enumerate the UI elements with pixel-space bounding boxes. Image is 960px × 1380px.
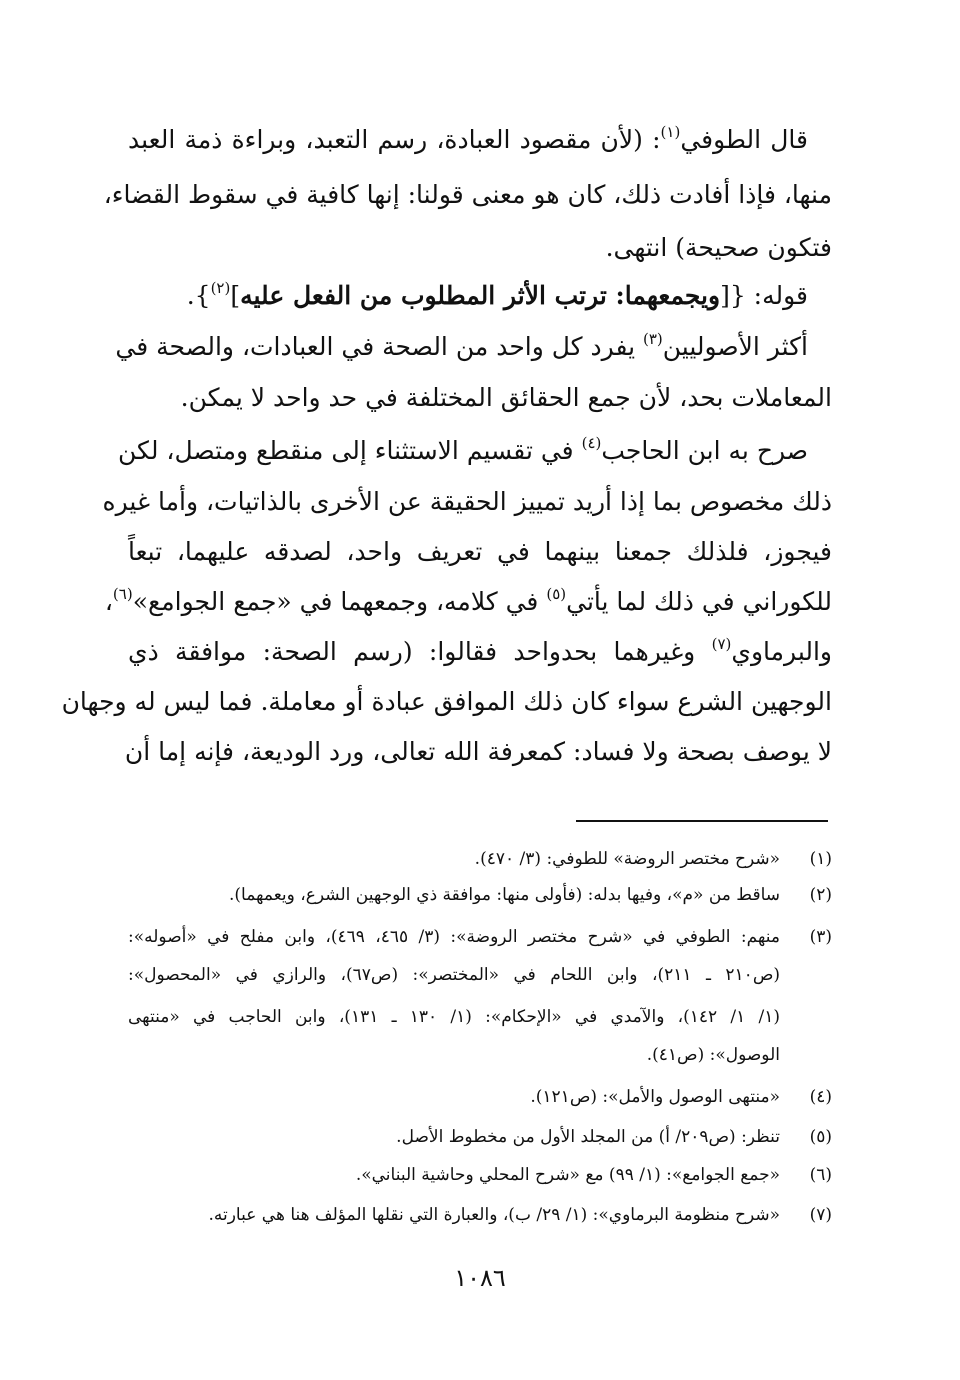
footnote-text: «شرح منظومة البرماوي»: (١/ ٢٩/ ب)، والعبارة التي نقلها المؤلف هنا هي عبارته. xyxy=(208,1205,780,1225)
body-line-6: المعاملات بحد، لأن جمع الحقائق المختلفة في حد واحد لا يمكن. xyxy=(180,383,832,412)
body-line-2: منها، فإذا أفادت ذلك، كان هو معنى قولنا: إنها كافية في سقوط القضاء، xyxy=(103,180,832,209)
text-run: للكوراني في ذلك لما يأتي xyxy=(566,587,832,616)
text-run: يفرد كل واحد من الصحة في العبادات، والصحة في xyxy=(115,332,643,361)
footnote-number: (٣) xyxy=(809,927,832,947)
footnote-ref-5[interactable]: (٥) xyxy=(546,585,567,603)
text-run: أكثر الأصوليين xyxy=(662,332,808,361)
body-line-9: فيجوز، فلذلك جمعنا بينهما في تعريف واحد، لصدقه عليهما، تبعاً xyxy=(128,537,832,566)
body-line-11 xyxy=(128,628,832,676)
text-run: ، xyxy=(104,587,113,616)
footnote-text: «منتهى الوصول والأمل»: (ص١٢١). xyxy=(530,1087,780,1107)
body-line-3: فتكون صحيحة) انتهى. xyxy=(605,233,832,262)
footnote-number: (٢) xyxy=(809,885,832,905)
footnote-ref-1[interactable]: (١) xyxy=(660,123,681,141)
page-number: ١٠٨٦ xyxy=(454,1264,506,1292)
text-run: وغيرهما بحدواحد فقالوا: (رسم الصحة: موافقة ذي xyxy=(128,637,712,666)
footnote-number: (٥) xyxy=(809,1127,832,1147)
body-line-10 xyxy=(104,578,832,626)
footnote-text: تنظر: (ص٢٠٩/ أ) من المجلد الأول من مخطوط الأصل. xyxy=(396,1127,780,1147)
footnote-text: «شرح مختصر الروضة» للطوفي: (٣/ ٤٧٠). xyxy=(474,849,780,869)
text-run: في تقسيم الاستثناء إلى منقطع ومتصل، لكن xyxy=(117,436,582,465)
footnote-ref-3[interactable]: (٣) xyxy=(643,330,663,348)
body-line-13: لا يوصف بصحة ولا فساد: كمعرفة الله تعالى، ورد الوديعة، فإنه إما أن xyxy=(124,737,832,766)
footnote-3-continuation: (ص٢١٠ ـ ٢١١)، وابن اللحام في «المختصر»: (ص٦٧)، والرازي في «المحصول»: xyxy=(128,965,781,985)
text-run: والبرماوي xyxy=(731,637,832,666)
quoted-definition: ويجمعهما: ترتب الأثر المطلوب من الفعل عليه xyxy=(240,281,721,310)
footnote-text: «جمع الجوامع»: (١/ ٩٩) مع «شرح المحلي وحاشية البناني». xyxy=(355,1165,780,1185)
text-run: : (لأن مقصود العبادة، رسم التعبد، وبراءة ذمة العبد xyxy=(128,125,661,154)
footnote-ref-6[interactable]: (٦) xyxy=(112,585,133,603)
body-line-1 xyxy=(128,116,808,164)
footnote-text: منهم: الطوفي في «شرح مختصر الروضة»: (٣/ ٤٦٥، ٤٦٩)، وابن مفلح في «أصوله»: xyxy=(128,927,780,947)
body-line-5 xyxy=(115,323,808,371)
footnote-ref-7[interactable]: (٧) xyxy=(711,635,732,653)
text-run: ] xyxy=(230,281,241,310)
body-line-8: ذلك مخصوص بما إذا أريد تمييز الحقيقة عن الأخرى بالذاتيات، وأما غيره xyxy=(102,487,832,516)
footnote-3-continuation: (١/ ١/ ١٤٢)، والآمدي في «الإحكام»: (١/ ١٣٠ ـ ١٣١)، وابن الحاجب في «منتهى xyxy=(128,1007,780,1027)
footnote-text: ساقط من «م»، وفيها بدله: (فأولى منها: موافقة ذي الوجهين الشرع، ويعمهما). xyxy=(229,885,780,905)
footnote-number: (٦) xyxy=(809,1165,832,1185)
text-run: }. xyxy=(186,281,211,310)
footnote-number: (١) xyxy=(809,849,832,869)
text-run: قال الطوفي xyxy=(680,125,809,154)
text-run: قوله: {[ xyxy=(720,281,808,310)
footnote-ref-4[interactable]: (٤) xyxy=(581,434,602,452)
text-run: في كلامه، وجمعهما في «جمع الجوامع» xyxy=(132,587,547,616)
text-run: صرح به ابن الحاجب xyxy=(601,436,808,465)
footnote-number: (٧) xyxy=(809,1205,832,1225)
footnote-3-continuation: الوصول»: (ص٤١). xyxy=(646,1045,780,1065)
footnote-separator xyxy=(576,820,828,822)
footnote-number: (٤) xyxy=(809,1087,832,1107)
body-line-4 xyxy=(128,272,808,320)
body-line-7 xyxy=(117,427,808,475)
body-line-12: الوجهين الشرع سواء كان ذلك الموافق عبادة أو معاملة. فما ليس له وجهان xyxy=(61,687,832,716)
footnote-ref-2[interactable]: (٢) xyxy=(210,279,231,297)
